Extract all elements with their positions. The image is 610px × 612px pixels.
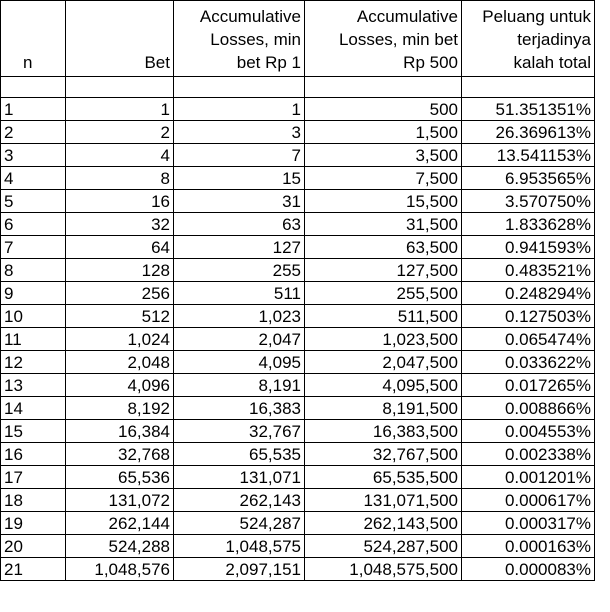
- table-row: [1, 512, 595, 535]
- table-row: [1, 144, 595, 167]
- cell-n[interactable]: 16: [1, 443, 66, 466]
- cell-n[interactable]: 4: [1, 167, 66, 190]
- cell-loss-min-bet-500[interactable]: 524,287,500: [305, 535, 462, 558]
- table-row: [1, 190, 595, 213]
- cell-bet[interactable]: 1: [66, 98, 174, 121]
- cell-probability[interactable]: 0.033622%: [462, 351, 595, 374]
- header-bet[interactable]: Bet: [66, 1, 174, 77]
- table-row: [1, 351, 595, 374]
- header-probability[interactable]: [462, 1, 595, 77]
- cell-n[interactable]: 12: [1, 351, 66, 374]
- cell-bet[interactable]: 8,192: [66, 397, 174, 420]
- cell-loss-min-bet-1[interactable]: 511: [174, 282, 305, 305]
- cell-loss-min-bet-1[interactable]: 131,071: [174, 466, 305, 489]
- header-loss500-line: Rp 500: [403, 53, 458, 72]
- cell-bet[interactable]: 65,536: [66, 466, 174, 489]
- table-row: [1, 236, 595, 259]
- cell-loss-min-bet-500[interactable]: 32,767,500: [305, 443, 462, 466]
- cell-bet[interactable]: 16: [66, 190, 174, 213]
- cell-bet[interactable]: 32,768: [66, 443, 174, 466]
- cell-n[interactable]: 7: [1, 236, 66, 259]
- cell-loss-min-bet-500[interactable]: 500: [305, 98, 462, 121]
- blank-row: [1, 77, 595, 98]
- table-row: [1, 305, 595, 328]
- cell-probability[interactable]: 0.000617%: [462, 489, 595, 512]
- cell-loss-min-bet-500[interactable]: 131,071,500: [305, 489, 462, 512]
- cell-loss-min-bet-1[interactable]: 2,097,151: [174, 558, 305, 581]
- empty-cell[interactable]: [1, 77, 66, 98]
- cell-loss-min-bet-500[interactable]: 1,048,575,500: [305, 558, 462, 581]
- cell-loss-min-bet-1[interactable]: 524,287: [174, 512, 305, 535]
- cell-bet[interactable]: 512: [66, 305, 174, 328]
- cell-n[interactable]: 21: [1, 558, 66, 581]
- cell-probability[interactable]: 51.351351%: [462, 98, 595, 121]
- cell-bet[interactable]: 256: [66, 282, 174, 305]
- table-row: [1, 558, 595, 581]
- cell-n[interactable]: 18: [1, 489, 66, 512]
- header-row: [1, 1, 595, 77]
- cell-probability[interactable]: 0.941593%: [462, 236, 595, 259]
- table-row: [1, 397, 595, 420]
- cell-loss-min-bet-1[interactable]: 3: [174, 121, 305, 144]
- empty-cell[interactable]: [462, 77, 595, 98]
- cell-loss-min-bet-1[interactable]: 8,191: [174, 374, 305, 397]
- cell-probability[interactable]: 0.002338%: [462, 443, 595, 466]
- cell-probability[interactable]: 1.833628%: [462, 213, 595, 236]
- empty-cell[interactable]: [66, 77, 174, 98]
- cell-loss-min-bet-500[interactable]: 16,383,500: [305, 420, 462, 443]
- cell-probability[interactable]: 0.004553%: [462, 420, 595, 443]
- cell-loss-min-bet-1[interactable]: 262,143: [174, 489, 305, 512]
- cell-loss-min-bet-500[interactable]: 8,191,500: [305, 397, 462, 420]
- cell-loss-min-bet-1[interactable]: 1,023: [174, 305, 305, 328]
- cell-bet[interactable]: 131,072: [66, 489, 174, 512]
- cell-bet[interactable]: 16,384: [66, 420, 174, 443]
- cell-loss-min-bet-1[interactable]: 2,047: [174, 328, 305, 351]
- cell-probability[interactable]: 0.000163%: [462, 535, 595, 558]
- cell-loss-min-bet-500[interactable]: 1,500: [305, 121, 462, 144]
- cell-loss-min-bet-500[interactable]: 511,500: [305, 305, 462, 328]
- table-row: [1, 98, 595, 121]
- cell-bet[interactable]: 128: [66, 259, 174, 282]
- table-row: [1, 489, 595, 512]
- cell-n[interactable]: 17: [1, 466, 66, 489]
- cell-probability[interactable]: 0.248294%: [462, 282, 595, 305]
- cell-loss-min-bet-500[interactable]: 65,535,500: [305, 466, 462, 489]
- table-row: [1, 328, 595, 351]
- cell-n[interactable]: 1: [1, 98, 66, 121]
- table-row: [1, 466, 595, 489]
- cell-n[interactable]: 14: [1, 397, 66, 420]
- empty-cell[interactable]: [305, 77, 462, 98]
- cell-loss-min-bet-1[interactable]: 15: [174, 167, 305, 190]
- header-n[interactable]: n: [1, 1, 66, 77]
- table-row: [1, 121, 595, 144]
- cell-loss-min-bet-1[interactable]: 1: [174, 98, 305, 121]
- cell-loss-min-bet-500[interactable]: 63,500: [305, 236, 462, 259]
- header-loss-min-bet-500[interactable]: [305, 1, 462, 77]
- cell-loss-min-bet-500[interactable]: 255,500: [305, 282, 462, 305]
- cell-loss-min-bet-1[interactable]: 63: [174, 213, 305, 236]
- cell-bet[interactable]: 64: [66, 236, 174, 259]
- cell-loss-min-bet-1[interactable]: 1,048,575: [174, 535, 305, 558]
- cell-probability[interactable]: 0.483521%: [462, 259, 595, 282]
- cell-n[interactable]: 2: [1, 121, 66, 144]
- cell-probability[interactable]: 13.541153%: [462, 144, 595, 167]
- cell-probability[interactable]: 0.000317%: [462, 512, 595, 535]
- table-row: [1, 420, 595, 443]
- cell-probability[interactable]: 0.127503%: [462, 305, 595, 328]
- header-prob-line: terjadinya: [517, 30, 591, 49]
- cell-probability[interactable]: 6.953565%: [462, 167, 595, 190]
- cell-n[interactable]: 8: [1, 259, 66, 282]
- cell-bet[interactable]: 262,144: [66, 512, 174, 535]
- header-loss500-line: Losses, min bet: [338, 30, 458, 49]
- cell-probability[interactable]: 3.570750%: [462, 190, 595, 213]
- cell-bet[interactable]: 1,024: [66, 328, 174, 351]
- header-prob-line: Peluang untuk: [482, 7, 591, 26]
- cell-bet[interactable]: 8: [66, 167, 174, 190]
- cell-n[interactable]: 15: [1, 420, 66, 443]
- cell-bet[interactable]: 2: [66, 121, 174, 144]
- cell-loss-min-bet-500[interactable]: 7,500: [305, 167, 462, 190]
- cell-probability[interactable]: 0.008866%: [462, 397, 595, 420]
- cell-n[interactable]: 20: [1, 535, 66, 558]
- table-row: [1, 535, 595, 558]
- cell-loss-min-bet-1[interactable]: 31: [174, 190, 305, 213]
- cell-loss-min-bet-1[interactable]: 16,383: [174, 397, 305, 420]
- cell-loss-min-bet-500[interactable]: 2,047,500: [305, 351, 462, 374]
- cell-loss-min-bet-500[interactable]: 15,500: [305, 190, 462, 213]
- cell-loss-min-bet-500[interactable]: 31,500: [305, 213, 462, 236]
- cell-loss-min-bet-1[interactable]: 65,535: [174, 443, 305, 466]
- table-row: [1, 213, 595, 236]
- cell-bet[interactable]: 4: [66, 144, 174, 167]
- table-row: [1, 282, 595, 305]
- cell-probability[interactable]: 0.017265%: [462, 374, 595, 397]
- cell-n[interactable]: 9: [1, 282, 66, 305]
- cell-probability[interactable]: 0.001201%: [462, 466, 595, 489]
- cell-loss-min-bet-500[interactable]: 1,023,500: [305, 328, 462, 351]
- cell-n[interactable]: 19: [1, 512, 66, 535]
- header-loss500-line: Accumulative: [356, 7, 458, 26]
- empty-cell[interactable]: [174, 77, 305, 98]
- cell-loss-min-bet-500[interactable]: 4,095,500: [305, 374, 462, 397]
- header-loss1-line: Accumulative: [199, 7, 301, 26]
- table-row: [1, 374, 595, 397]
- cell-bet[interactable]: 32: [66, 213, 174, 236]
- cell-n[interactable]: 13: [1, 374, 66, 397]
- header-loss1-line: Losses, min: [210, 30, 301, 49]
- cell-loss-min-bet-1[interactable]: 7: [174, 144, 305, 167]
- cell-loss-min-bet-500[interactable]: 3,500: [305, 144, 462, 167]
- cell-n[interactable]: 10: [1, 305, 66, 328]
- cell-n[interactable]: 11: [1, 328, 66, 351]
- cell-n[interactable]: 3: [1, 144, 66, 167]
- cell-loss-min-bet-500[interactable]: 127,500: [305, 259, 462, 282]
- cell-bet[interactable]: 2,048: [66, 351, 174, 374]
- cell-loss-min-bet-1[interactable]: 127: [174, 236, 305, 259]
- cell-loss-min-bet-1[interactable]: 255: [174, 259, 305, 282]
- cell-bet[interactable]: 524,288: [66, 535, 174, 558]
- header-prob-line: kalah total: [513, 53, 591, 72]
- header-loss-min-bet-1[interactable]: [174, 1, 305, 77]
- cell-probability[interactable]: 26.369613%: [462, 121, 595, 144]
- cell-n[interactable]: 6: [1, 213, 66, 236]
- cell-loss-min-bet-500[interactable]: 262,143,500: [305, 512, 462, 535]
- cell-probability[interactable]: 0.000083%: [462, 558, 595, 581]
- cell-loss-min-bet-1[interactable]: 4,095: [174, 351, 305, 374]
- table-row: [1, 443, 595, 466]
- table-row: [1, 259, 595, 282]
- header-loss1-line: bet Rp 1: [236, 53, 301, 72]
- table-body: [1, 77, 595, 581]
- cell-probability[interactable]: 0.065474%: [462, 328, 595, 351]
- cell-loss-min-bet-1[interactable]: 32,767: [174, 420, 305, 443]
- cell-bet[interactable]: 4,096: [66, 374, 174, 397]
- table-row: [1, 167, 595, 190]
- cell-bet[interactable]: 1,048,576: [66, 558, 174, 581]
- cell-n[interactable]: 5: [1, 190, 66, 213]
